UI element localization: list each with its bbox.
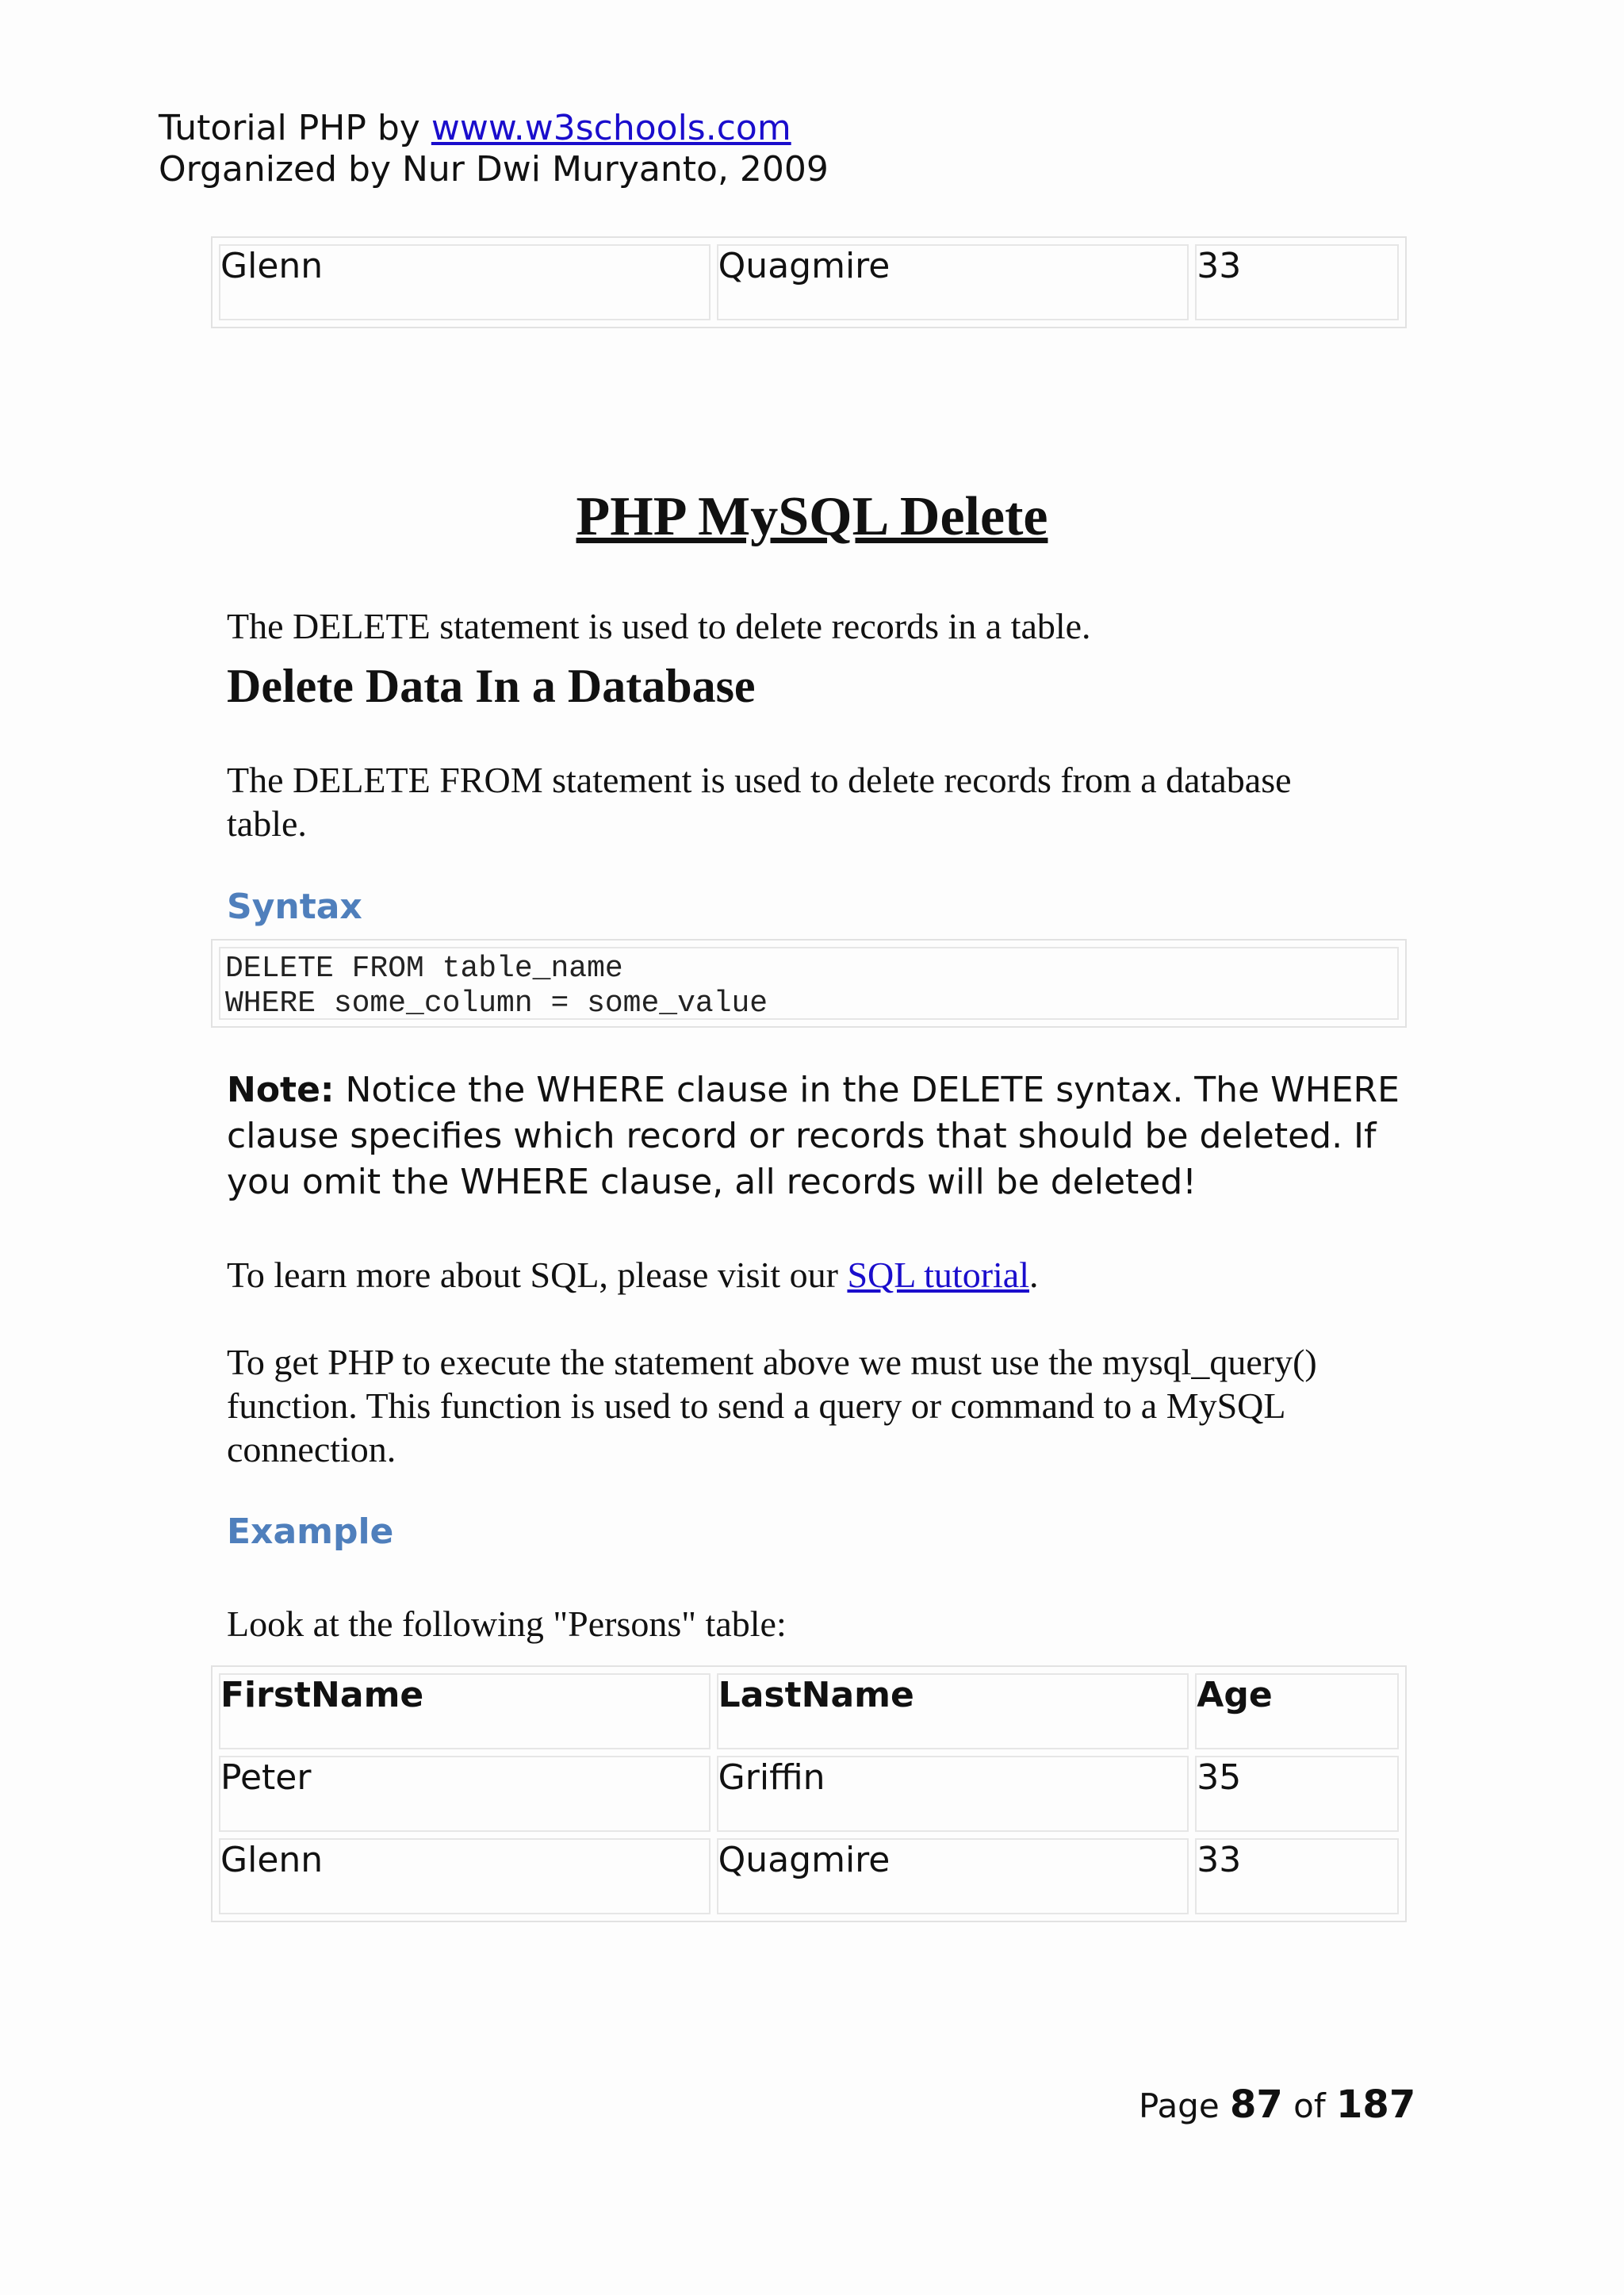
syntax-code-inner (219, 947, 1399, 1020)
note-text: Notice the WHERE clause in the DELETE syntax. The WHERE clause specifies which record or records that should be deleted. If you omit the WHERE clause, all records will be deleted! (227, 1070, 1400, 1202)
table-header-cell: LastName (717, 1673, 1189, 1749)
document-header-line-1 (159, 108, 791, 149)
table-header-cell: FirstName (219, 1673, 710, 1749)
table-cell: Griffin (717, 1756, 1189, 1832)
learn-more-paragraph (227, 1253, 1416, 1297)
w3schools-link[interactable]: www.w3schools.com (431, 108, 791, 148)
syntax-code-box (211, 939, 1407, 1028)
document-header-line-2: Organized by Nur Dwi Muryanto, 2009 (159, 149, 829, 190)
page-title: PHP MySQL Delete (576, 486, 1048, 547)
table-row (219, 1756, 1399, 1832)
table-cell: Quagmire (717, 1838, 1189, 1914)
persons-table (211, 1665, 1407, 1922)
table-cell: Glenn (219, 244, 710, 320)
section-heading: Delete Data In a Database (227, 660, 756, 712)
page-footer (1139, 2082, 1415, 2128)
table-cell: Glenn (219, 1838, 710, 1914)
code-line: WHERE some_column = some_value (225, 987, 768, 1021)
table-cell: 35 (1195, 1756, 1399, 1832)
table-header-row (219, 1673, 1399, 1749)
continued-persons-table (211, 236, 1407, 328)
total-pages: 187 (1336, 2082, 1416, 2127)
table-row (219, 244, 1399, 320)
intro-paragraph: The DELETE statement is used to delete records in a table. (227, 606, 1091, 646)
execute-paragraph: To get PHP to execute the statement above we must use the mysql_query() function. This function is used to send a query or command to a MySQL connection. (227, 1342, 1317, 1469)
section-paragraph: The DELETE FROM statement is used to delete records from a database table. (227, 760, 1292, 844)
code-line: DELETE FROM table_name (225, 952, 623, 986)
note-label: Note: (227, 1070, 335, 1110)
note-paragraph (227, 1067, 1416, 1205)
page-number: 87 (1230, 2082, 1283, 2127)
example-intro: Look at the following "Persons" table: (227, 1603, 787, 1644)
syntax-heading: Syntax (227, 887, 362, 927)
table-cell: Quagmire (717, 244, 1189, 320)
page-label: Page (1139, 2086, 1231, 2125)
table-header-cell: Age (1195, 1673, 1399, 1749)
learn-more-prefix: To learn more about SQL, please visit our (227, 1255, 848, 1295)
sql-tutorial-link[interactable]: SQL tutorial (847, 1255, 1029, 1295)
header-prefix: Tutorial PHP by (159, 108, 431, 148)
table-cell: 33 (1195, 1838, 1399, 1914)
table-cell: 33 (1195, 244, 1399, 320)
table-row (219, 1838, 1399, 1914)
example-heading: Example (227, 1511, 394, 1552)
table-cell: Peter (219, 1756, 710, 1832)
of-label: of (1282, 2086, 1337, 2125)
learn-more-suffix: . (1029, 1255, 1039, 1295)
